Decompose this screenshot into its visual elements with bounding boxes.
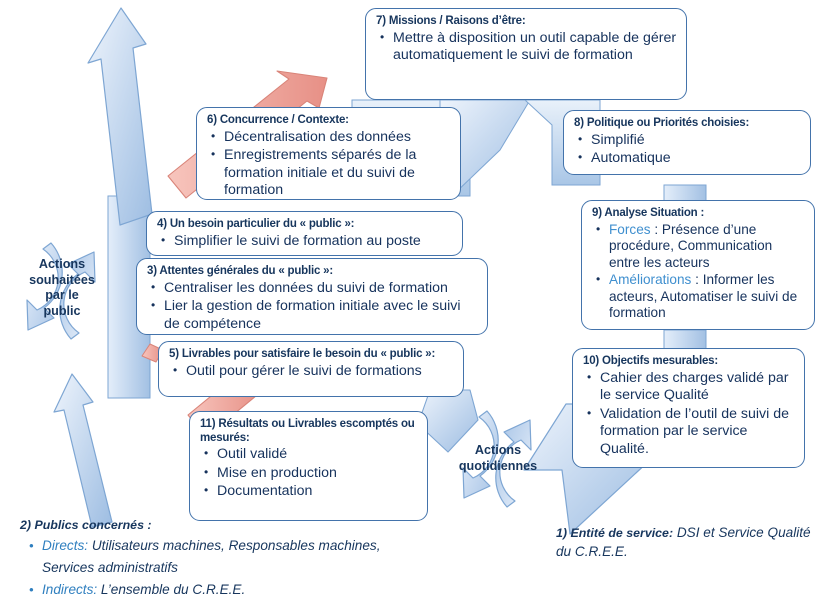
footnote-key-directs: Directs: [42, 538, 89, 553]
footnote-entite-service [556, 524, 818, 560]
box-politique-list [574, 132, 801, 168]
box-missions-list [376, 30, 677, 65]
box-missions[interactable] [365, 8, 687, 100]
arrow-up-small [54, 374, 112, 527]
analyse-sep: : [650, 221, 662, 237]
footnote-right-title: 1) Entité de service: [556, 526, 674, 540]
box-resultats-heading: 11) Résultats ou Livrables escomptés ou mesurés: [200, 418, 415, 444]
box-objectifs-heading: 10) Objectifs mesurables: [583, 355, 718, 367]
footnote-text-directs: Utilisateurs machines, Responsables machines, Services administratifs [42, 538, 381, 575]
analyse-key-forces: Forces [609, 221, 651, 237]
box-resultats-list [200, 446, 418, 501]
left-cycle-label [22, 257, 102, 319]
analyse-sep: : [691, 272, 703, 288]
list-item: • Enregistrements séparés de la formation initiale et du suivi de formation [207, 147, 451, 200]
list-item: • Outil validé [200, 446, 418, 464]
footnote-left-list [20, 535, 420, 601]
box-besoin-particulier[interactable] [146, 211, 463, 256]
footnote-text-indirects: L’ensemble du C.R.E.E. [97, 582, 246, 597]
list-item: • Lier la gestion de formation initiale avec le suivi de compétence [147, 298, 478, 333]
left-cycle-line: Actions [38, 257, 86, 271]
box-politique-heading: 8) Politique ou Priorités choisies: [574, 117, 750, 129]
box-analyse-situation[interactable] [581, 200, 815, 330]
list-item [592, 222, 805, 272]
box-concurrence-heading: 6) Concurrence / Contexte: [207, 114, 349, 126]
right-cycle-line: Actions [474, 443, 522, 457]
box-objectifs-list [583, 370, 795, 459]
box-besoin-heading: 4) Un besoin particulier du « public »: [157, 218, 355, 230]
right-cycle-label [452, 443, 544, 474]
arrow-up-left-large [88, 8, 152, 225]
box-livrables-list [169, 363, 454, 381]
analyse-rest-forces: Présence d’une procédure, Communication entre les acteurs [609, 221, 773, 270]
box-concurrence-list [207, 129, 451, 200]
list-item: • Cahier des charges validé par le service Qualité [583, 370, 795, 405]
list-item: • Simplifié [574, 132, 801, 150]
box-analyse-list [592, 222, 805, 323]
list-item: • Automatique [574, 150, 801, 168]
list-item: • Outil pour gérer le suivi de formations [169, 363, 454, 381]
left-cycle-line: souhaitées [29, 272, 95, 287]
analyse-rest-ameliorations: Informer les acteurs, Automatiser le suivi de formation [609, 272, 798, 321]
list-item: • Validation de l’outil de suivi de formation par le service Qualité. [583, 406, 795, 459]
box-politique[interactable] [563, 110, 811, 175]
list-item [20, 535, 420, 579]
box-attentes-heading: 3) Attentes générales du « public »: [147, 265, 334, 277]
list-item: • Décentralisation des données [207, 129, 451, 147]
list-item: • Mettre à disposition un outil capable de gérer automatiquement le suivi de formation [376, 30, 677, 65]
box-missions-heading: 7) Missions / Raisons d’être: [376, 15, 526, 27]
box-attentes-list [147, 280, 478, 334]
list-item: • Centraliser les données du suivi de formation [147, 280, 478, 298]
footnote-publics-concernes [20, 518, 420, 601]
list-item [592, 272, 805, 322]
left-cycle-line: par le [45, 288, 79, 302]
footnote-key-indirects: Indirects: [42, 582, 98, 597]
list-item: • Simplifier le suivi de formation au poste [157, 233, 453, 251]
left-cycle-line: public [43, 303, 81, 318]
box-attentes-generales[interactable] [136, 258, 488, 335]
list-item [20, 579, 420, 601]
footnote-left-title: 2) Publics concernés : [20, 518, 152, 532]
box-resultats-livrables[interactable] [189, 411, 428, 521]
list-item: • Documentation [200, 483, 418, 501]
footnote-right-line [556, 524, 818, 560]
box-livrables-besoin[interactable] [158, 341, 464, 397]
box-concurrence[interactable] [196, 107, 461, 200]
box-analyse-heading: 9) Analyse Situation : [592, 207, 705, 219]
box-objectifs-mesurables[interactable] [572, 348, 805, 468]
box-besoin-list [157, 233, 453, 251]
list-item: • Mise en production [200, 465, 418, 483]
right-cycle-line: quotidiennes [458, 458, 538, 473]
analyse-key-ameliorations: Améliorations [609, 272, 692, 288]
footnote-right-text: DSI et Service Qualité du C.R.E.E. [556, 525, 811, 559]
box-livrables-heading: 5) Livrables pour satisfaire le besoin du « public »: [169, 348, 436, 360]
